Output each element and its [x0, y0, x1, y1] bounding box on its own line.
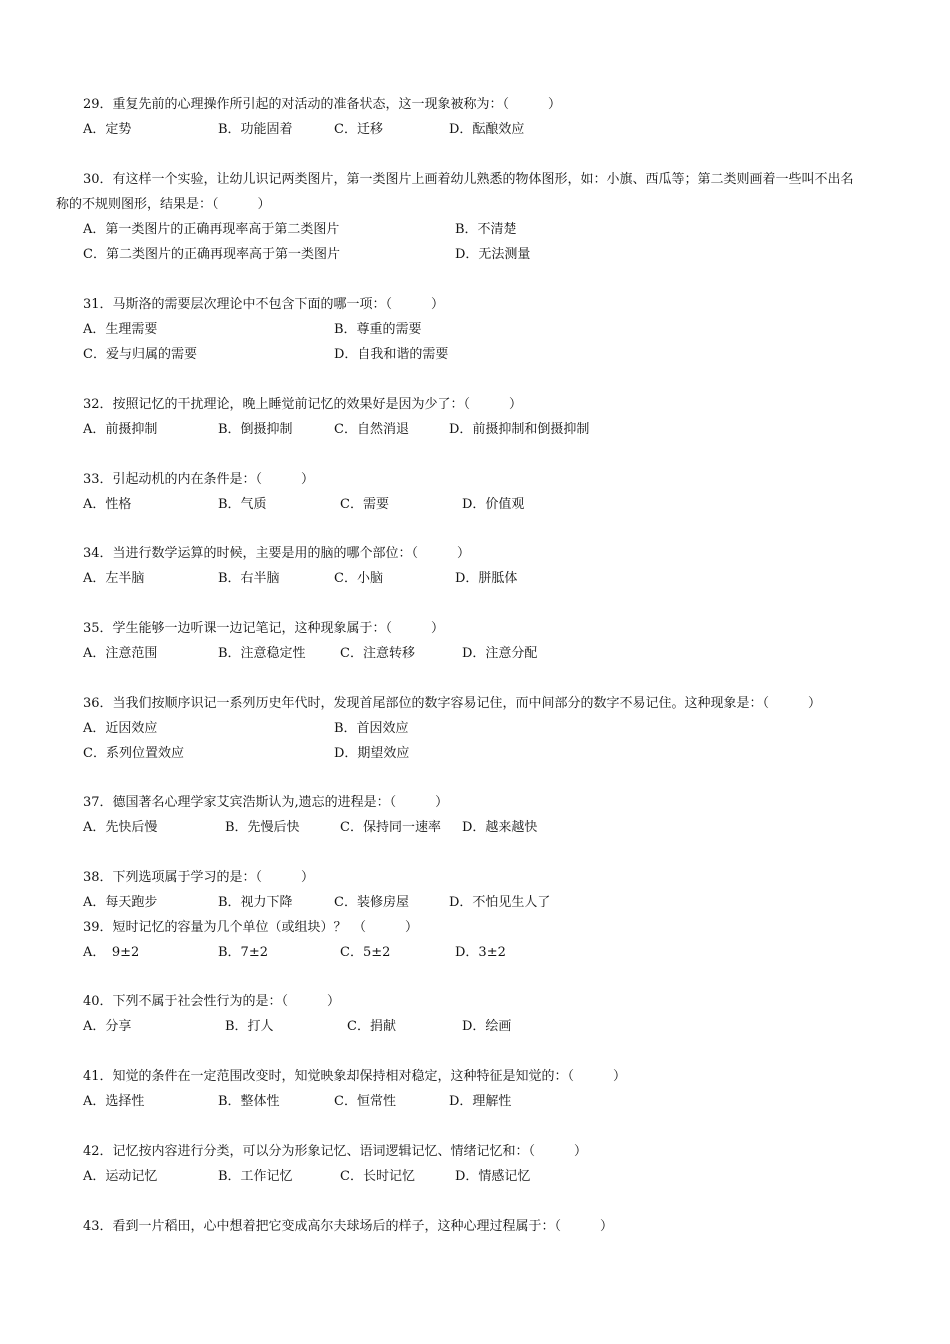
question-31-stem: 31．马斯洛的需要层次理论中不包含下面的哪一项：（ ） [83, 297, 445, 312]
question-42-option-a: A．运动记忆 [83, 1169, 158, 1184]
question-37-option-d: D．越来越快 [462, 820, 538, 835]
question-31-option-d: D．自我和谐的需要 [334, 347, 449, 362]
question-36-option-b: B．首因效应 [334, 721, 409, 736]
question-41-option-a: A．选择性 [83, 1094, 145, 1109]
question-41-option-c: C．恒常性 [334, 1094, 396, 1109]
question-38-option-c: C．装修房屋 [334, 895, 409, 910]
question-41-option-d: D．理解性 [449, 1094, 512, 1109]
question-35-option-c: C．注意转移 [340, 646, 415, 661]
question-40-option-b: B．打人 [225, 1019, 274, 1034]
question-34-option-c: C．小脑 [334, 571, 383, 586]
question-30-option-d: D．无法测量 [455, 247, 531, 262]
question-38-stem: 38．下列选项属于学习的是：（ ） [83, 870, 315, 885]
question-34-option-b: B．右半脑 [218, 571, 280, 586]
question-33-option-c: C．需要 [340, 497, 389, 512]
question-30-stem: 30．有这样一个实验，让幼儿识记两类图片，第一类图片上画着幼儿熟悉的物体图形，如：小旗、西瓜等；第二类则画着一些叫不出名 [83, 172, 854, 187]
question-29-stem: 29．重复先前的心理操作所引起的对活动的准备状态，这一现象被称为：（ ） [83, 97, 562, 112]
question-40-option-c: C．捐献 [347, 1019, 396, 1034]
question-41-stem: 41．知觉的条件在一定范围改变时，知觉映象却保持相对稳定，这种特征是知觉的：（ ） [83, 1069, 627, 1084]
question-29-option-d: D．酝酿效应 [449, 122, 525, 137]
question-30-option-c: C．第二类图片的正确再现率高于第一类图片 [83, 247, 340, 262]
question-34-option-d: D．胼胝体 [455, 571, 518, 586]
question-39-option-c: C．5±2 [340, 945, 391, 960]
question-39-stem: 39．短时记忆的容量为几个单位（或组块）？ （ ） [83, 920, 419, 935]
question-32-stem: 32．按照记忆的干扰理论，晚上睡觉前记忆的效果好是因为少了：（ ） [83, 397, 523, 412]
question-43-stem: 43．看到一片稻田，心中想着把它变成高尔夫球场后的样子，这种心理过程属于：（ ） [83, 1219, 614, 1234]
question-29-option-a: A．定势 [83, 122, 132, 137]
question-37-option-c: C．保持同一速率 [340, 820, 441, 835]
question-33-option-d: D．价值观 [462, 497, 525, 512]
question-31-option-a: A．生理需要 [83, 322, 158, 337]
question-32-option-d: D．前摄抑制和倒摄抑制 [449, 422, 590, 437]
question-35-option-d: D．注意分配 [462, 646, 538, 661]
question-42-stem: 42．记忆按内容进行分类，可以分为形象记忆、语词逻辑记忆、情绪记忆和：（ ） [83, 1144, 588, 1159]
question-30-option-a: A．第一类图片的正确再现率高于第二类图片 [83, 222, 340, 237]
question-35-option-a: A．注意范围 [83, 646, 158, 661]
question-32-option-a: A．前摄抑制 [83, 422, 158, 437]
question-36-option-a: A．近因效应 [83, 721, 158, 736]
question-36-option-c: C．系列位置效应 [83, 746, 184, 761]
question-34-stem: 34．当进行数学运算的时候，主要是用的脑的哪个部位：（ ） [83, 546, 471, 561]
question-38-option-b: B．视力下降 [218, 895, 293, 910]
question-29-option-c: C．迁移 [334, 122, 383, 137]
question-33-option-a: A．性格 [83, 497, 132, 512]
question-40-option-d: D．绘画 [462, 1019, 512, 1034]
question-35-option-b: B．注意稳定性 [218, 646, 306, 661]
question-42-option-b: B．工作记忆 [218, 1169, 293, 1184]
question-37-option-a: A．先快后慢 [83, 820, 158, 835]
question-38-option-d: D．不怕见生人了 [449, 895, 551, 910]
question-42-option-d: D．情感记忆 [455, 1169, 531, 1184]
question-37-option-b: B．先慢后快 [225, 820, 300, 835]
question-39-option-a: A． 9±2 [83, 945, 140, 960]
question-39-option-b: B．7±2 [218, 945, 268, 960]
question-36-stem: 36．当我们按顺序识记一系列历史年代时，发现首尾部位的数字容易记住，而中间部分的数字不易记住。这种现象是：（ ） [83, 696, 822, 711]
question-30-option-b: B．不清楚 [455, 222, 517, 237]
question-41-option-b: B．整体性 [218, 1094, 280, 1109]
question-33-option-b: B．气质 [218, 497, 267, 512]
question-33-stem: 33．引起动机的内在条件是：（ ） [83, 472, 315, 487]
question-40-stem: 40．下列不属于社会性行为的是：（ ） [83, 994, 341, 1009]
question-32-option-c: C．自然消退 [334, 422, 409, 437]
question-37-stem: 37．德国著名心理学家艾宾浩斯认为,遗忘的进程是：（ ） [83, 795, 449, 810]
question-34-option-a: A．左半脑 [83, 571, 145, 586]
question-29-option-b: B．功能固着 [218, 122, 293, 137]
question-42-option-c: C．长时记忆 [340, 1169, 415, 1184]
question-39-option-d: D．3±2 [455, 945, 506, 960]
question-31-option-c: C．爱与归属的需要 [83, 347, 197, 362]
question-31-option-b: B．尊重的需要 [334, 322, 422, 337]
question-32-option-b: B．倒摄抑制 [218, 422, 293, 437]
question-38-option-a: A．每天跑步 [83, 895, 158, 910]
question-36-option-d: D．期望效应 [334, 746, 410, 761]
question-30-stem-continued: 称的不规则图形，结果是：（ ） [56, 197, 271, 212]
question-35-stem: 35．学生能够一边听课一边记笔记，这种现象属于：（ ） [83, 621, 445, 636]
question-40-option-a: A．分享 [83, 1019, 132, 1034]
